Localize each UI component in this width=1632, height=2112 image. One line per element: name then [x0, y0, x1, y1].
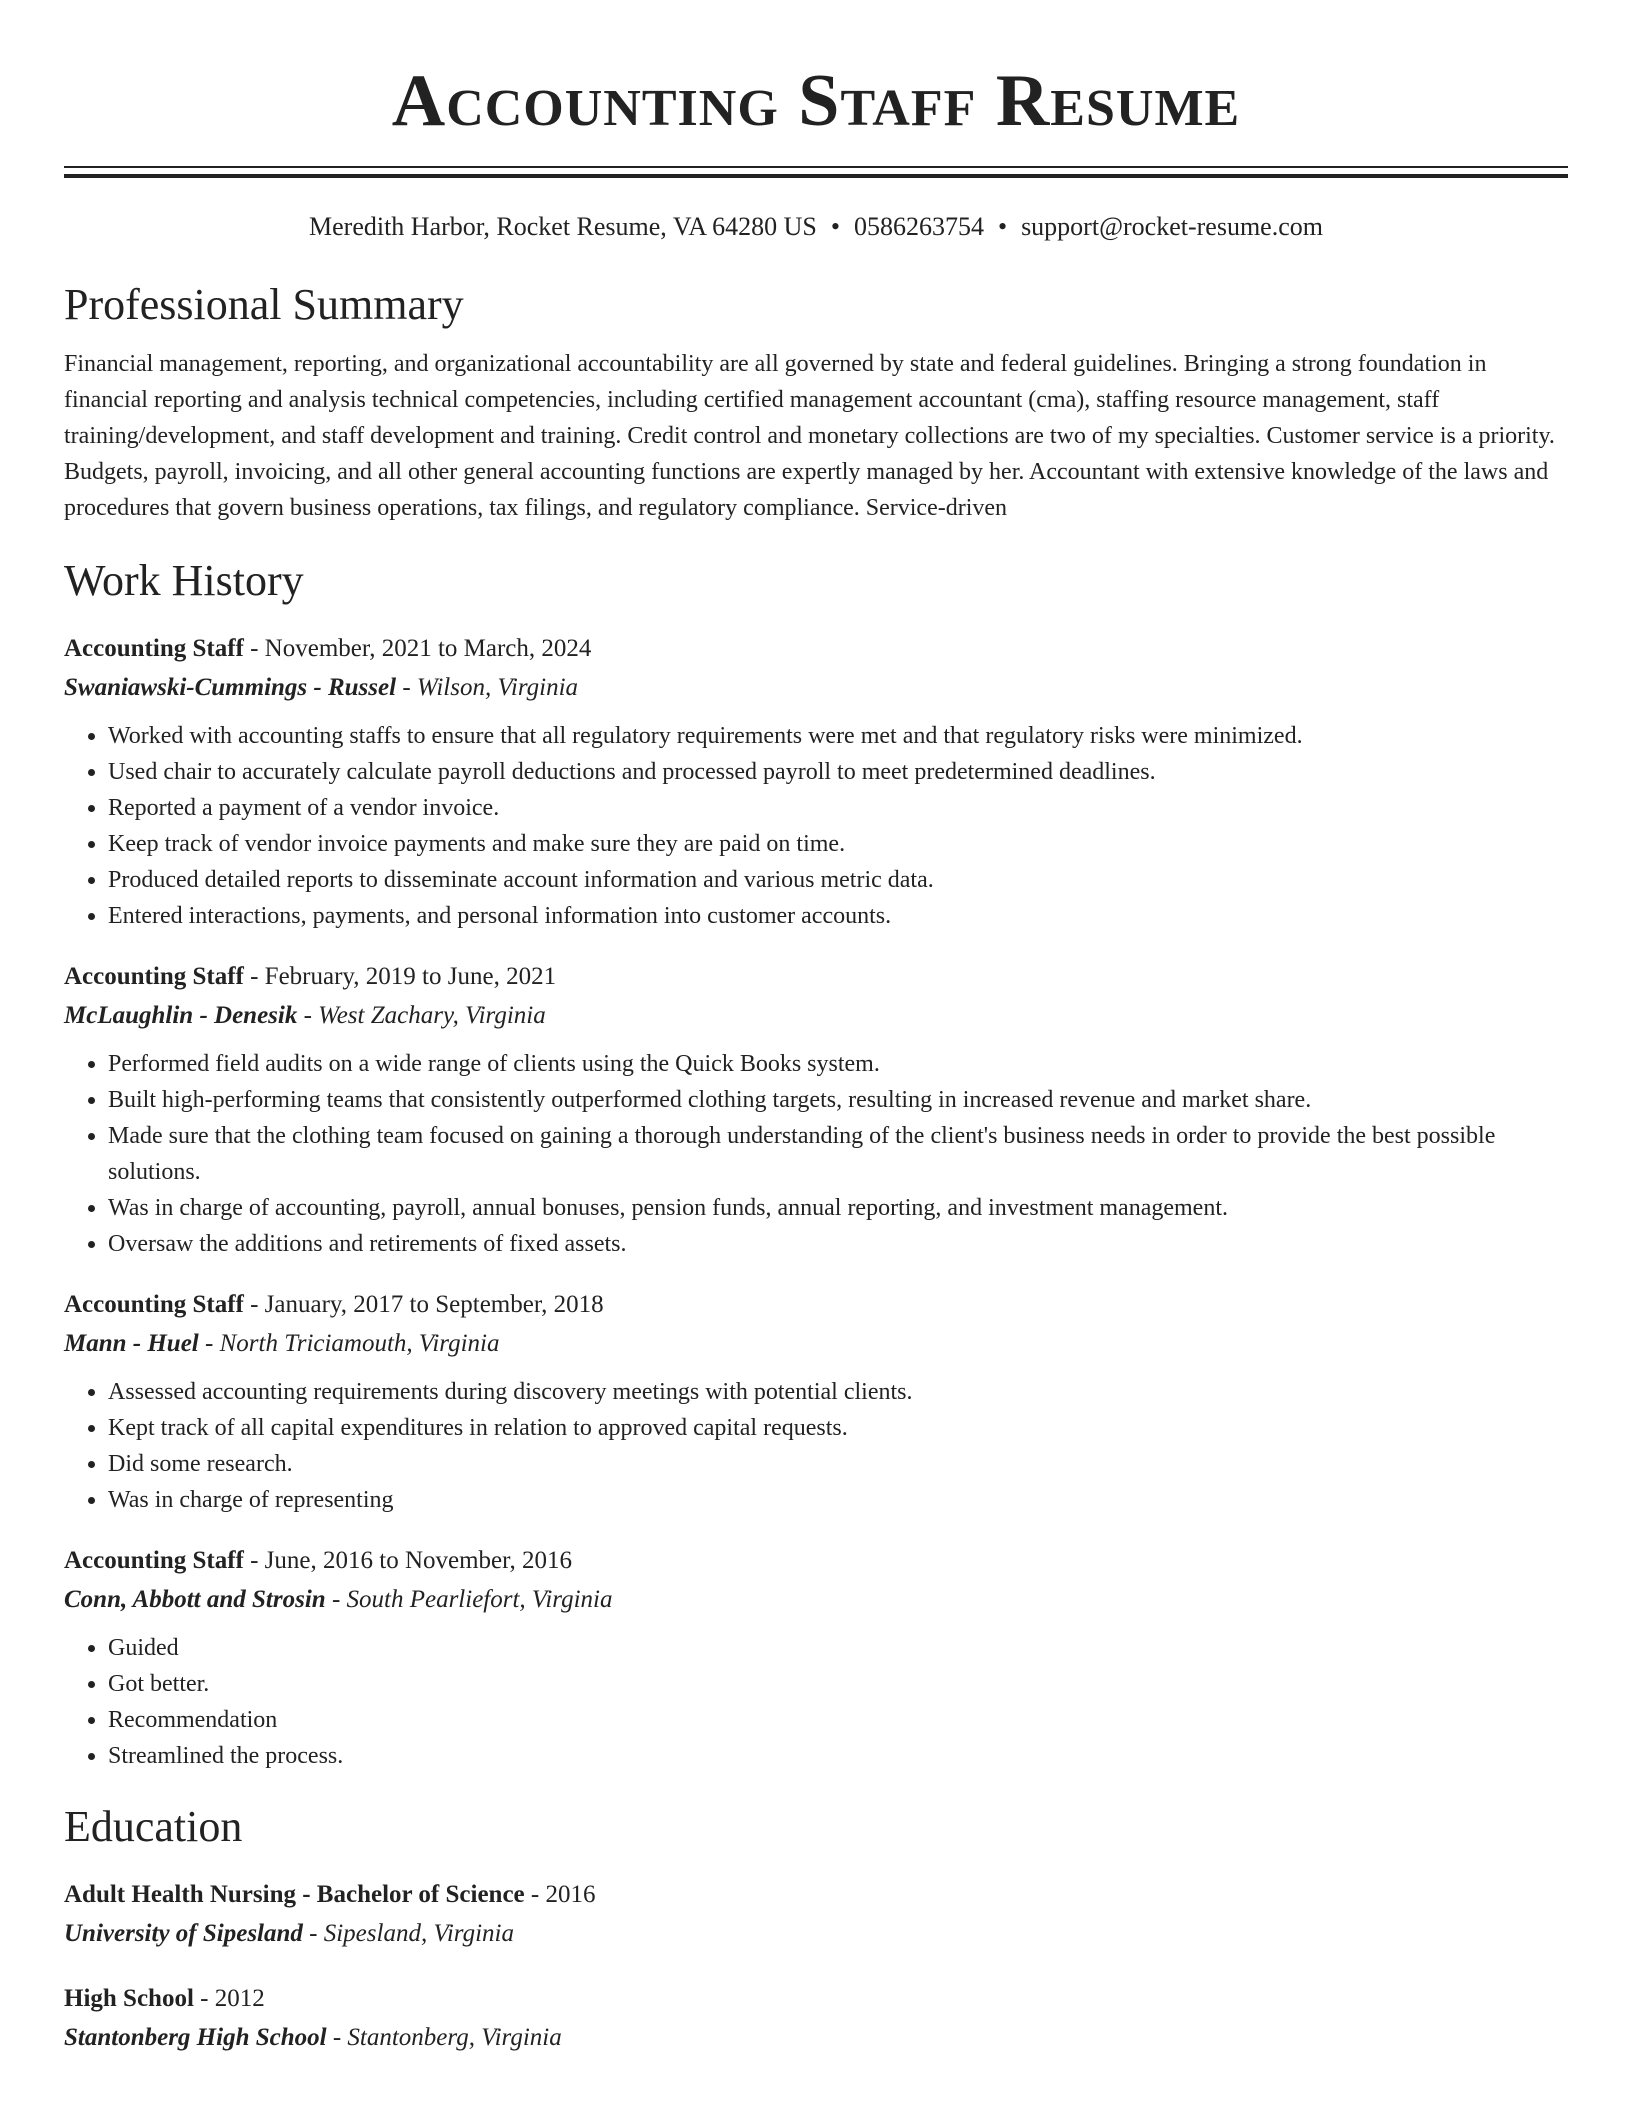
- contact-separator: •: [830, 212, 840, 241]
- work-history-heading: Work History: [64, 556, 304, 605]
- school-line: [64, 1914, 1568, 1954]
- employer-name: Conn, Abbott and Strosin: [64, 1586, 326, 1613]
- job-title: Accounting Staff: [64, 1547, 244, 1574]
- summary-heading: Professional Summary: [64, 280, 464, 329]
- job-bullet: • Assessed accounting requirements during discovery meetings with potential clients.: [108, 1374, 1568, 1410]
- school-location: - Stantonberg, Virginia: [326, 2024, 562, 2051]
- job-bullet: • Got better.: [108, 1666, 1568, 1702]
- job-title-line: [64, 630, 1568, 668]
- employer-location: - Wilson, Virginia: [396, 674, 579, 701]
- job-title-line: [64, 1286, 1568, 1324]
- employer-line: [64, 668, 1568, 708]
- contact-email: support@rocket-resume.com: [1021, 212, 1323, 241]
- degree-year: - 2016: [524, 1881, 596, 1908]
- job-title: Accounting Staff: [64, 635, 244, 662]
- job-bullet: • Used chair to accurately calculate payroll deductions and processed payroll to meet predetermined deadlines.: [108, 754, 1568, 790]
- degree-line: [64, 1876, 1568, 1914]
- job-title: Accounting Staff: [64, 963, 244, 990]
- job-bullet: • Reported a payment of a vendor invoice.: [108, 790, 1568, 826]
- degree-name: High School: [64, 1985, 194, 2012]
- job-entry: [64, 630, 1568, 934]
- education-entry: [64, 1876, 1568, 1954]
- job-bullet: • Recommendation: [108, 1702, 1568, 1738]
- employer-line: [64, 996, 1568, 1036]
- job-bullet: • Was in charge of accounting, payroll, annual bonuses, pension funds, annual reporting, and investment management.: [108, 1190, 1568, 1226]
- job-bullet: • Built high-performing teams that consistently outperformed clothing targets, resulting in increased revenue and market share.: [108, 1082, 1568, 1118]
- summary-text: Financial management, reporting, and organizational accountability are all governed by state and federal guidelines. Bringing a strong foundation in financial reporting and analysis technical competencies, including certified management accountant (cma), staffing resource management, staff training/development, and staff development and training. Credit control and monetary collections are two of my specialties. Customer service is a priority. Budgets, payroll, invoicing, and all other general accounting functions are expertly managed by her. Accountant with extensive knowledge of the laws and procedures that govern business operations, tax filings, and regulatory compliance. Service-driven: [64, 351, 1555, 521]
- contact-separator: •: [997, 212, 1008, 241]
- employer-location: - West Zachary, Virginia: [297, 1002, 546, 1029]
- job-dates: - February, 2019 to June, 2021: [243, 963, 557, 990]
- job-bullet: • Produced detailed reports to disseminate account information and various metric data.: [108, 862, 1568, 898]
- job-dates: - November, 2021 to March, 2024: [243, 635, 592, 662]
- job-bullet: • Entered interactions, payments, and personal information into customer accounts.: [108, 898, 1568, 934]
- degree-year: - 2012: [193, 1985, 265, 2012]
- resume-page: [64, 0, 1568, 2058]
- employer-name: McLaughlin - Denesik: [64, 1002, 298, 1029]
- job-bullet: • Kept track of all capital expenditures in relation to approved capital requests.: [108, 1410, 1568, 1446]
- job-bullet: • Was in charge of representing: [108, 1482, 1568, 1518]
- job-entry: [64, 1286, 1568, 1518]
- education-entry: [64, 1980, 1568, 2058]
- degree-name: Adult Health Nursing - Bachelor of Science: [64, 1881, 525, 1908]
- school-name: University of Sipesland: [64, 1920, 303, 1947]
- employer-name: Mann - Huel: [64, 1330, 199, 1357]
- job-bullet: • Streamlined the process.: [108, 1738, 1568, 1774]
- job-bullet: • Keep track of vendor invoice payments and make sure they are paid on time.: [108, 826, 1568, 862]
- job-bullet: • Made sure that the clothing team focused on gaining a thorough understanding of the client's business needs in order to provide the best possible solutions.: [108, 1118, 1568, 1190]
- job-bullets: [64, 1046, 1568, 1262]
- contact-phone: 0586263754: [853, 212, 984, 241]
- job-bullet: • Worked with accounting staffs to ensure that all regulatory requirements were met and that regulatory risks were minimized.: [108, 718, 1568, 754]
- employer-line: [64, 1580, 1568, 1620]
- job-bullets: [64, 1630, 1568, 1774]
- job-title: Accounting Staff: [64, 1291, 244, 1318]
- job-entry: [64, 1542, 1568, 1774]
- job-bullet: • Oversaw the additions and retirements of fixed assets.: [108, 1226, 1568, 1262]
- school-name: Stantonberg High School: [64, 2024, 327, 2051]
- school-location: - Sipesland, Virginia: [302, 1920, 515, 1947]
- job-entry: [64, 958, 1568, 1262]
- job-bullet: • Did some research.: [108, 1446, 1568, 1482]
- job-title-line: [64, 958, 1568, 996]
- school-line: [64, 2018, 1568, 2058]
- job-bullets: [64, 718, 1568, 934]
- employer-location: - North Triciamouth, Virginia: [198, 1330, 500, 1357]
- page-title: Accounting Staff Resume: [391, 60, 1241, 142]
- title-divider: [64, 166, 1568, 178]
- job-bullet: • Performed field audits on a wide range of clients using the Quick Books system.: [108, 1046, 1568, 1082]
- employer-line: [64, 1324, 1568, 1364]
- job-bullets: [64, 1374, 1568, 1518]
- degree-line: [64, 1980, 1568, 2018]
- education-heading: Education: [64, 1802, 243, 1851]
- employer-name: Swaniawski-Cummings - Russel: [64, 674, 397, 701]
- contact-line: [64, 210, 1568, 244]
- job-bullet: • Guided: [108, 1630, 1568, 1666]
- job-dates: - June, 2016 to November, 2016: [243, 1547, 572, 1574]
- employer-location: - South Pearliefort, Virginia: [325, 1586, 613, 1613]
- job-dates: - January, 2017 to September, 2018: [243, 1291, 604, 1318]
- job-title-line: [64, 1542, 1568, 1580]
- contact-address: Meredith Harbor, Rocket Resume, VA 64280 US: [309, 212, 817, 241]
